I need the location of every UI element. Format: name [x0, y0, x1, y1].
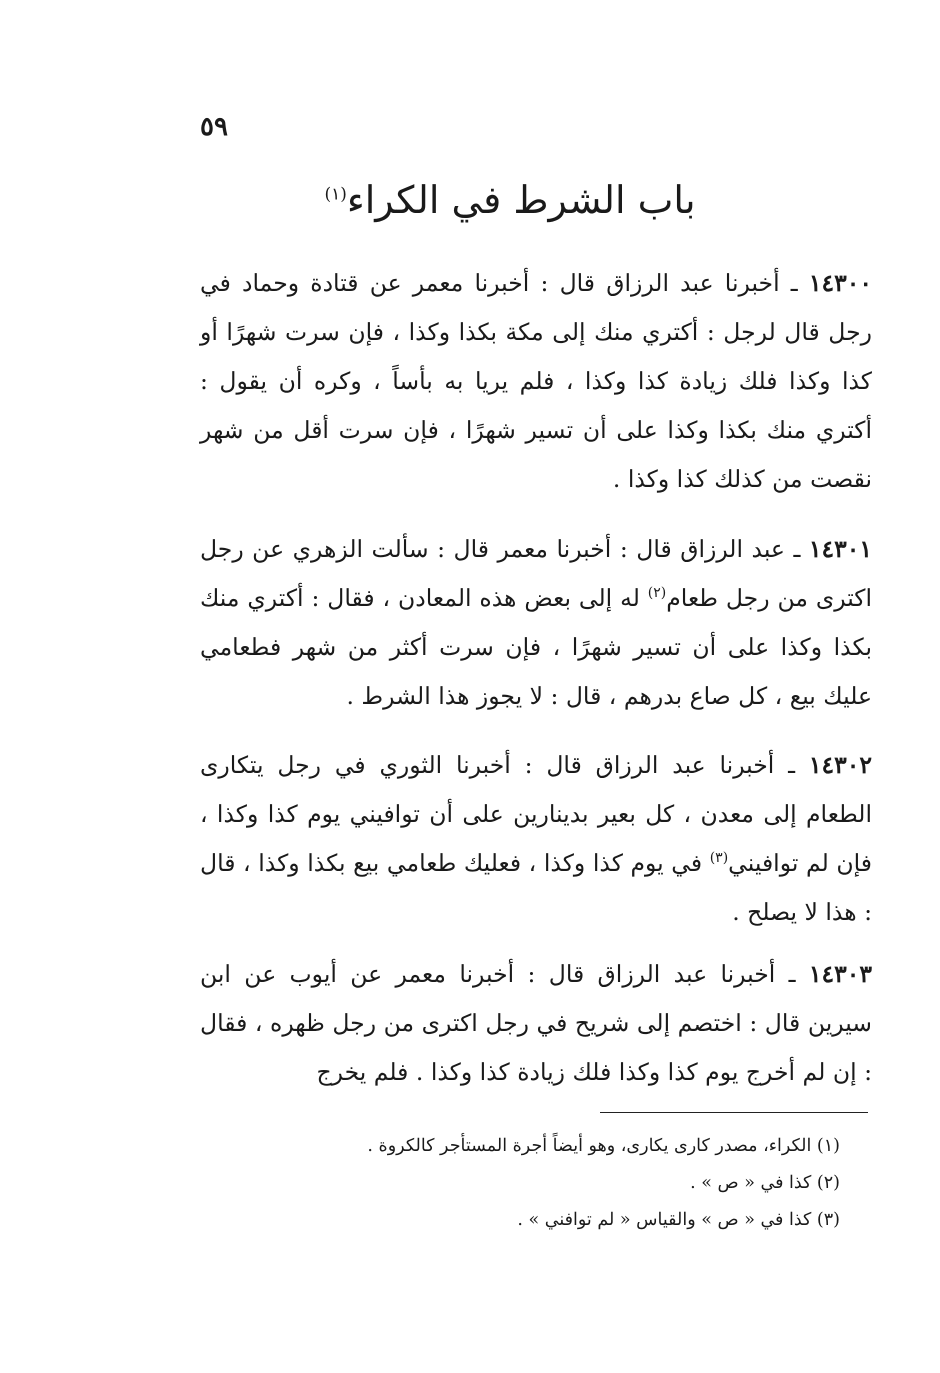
footnote-2: (٢) كذا في « ص » . [690, 1173, 840, 1193]
hadith-number: ١٤٣٠٣ [808, 960, 872, 988]
footnote-divider [600, 1112, 868, 1113]
footnotes-list [200, 1128, 840, 1239]
hadith-text-continued: له إلى بعض هذه المعادن ، فقال : أكتري منك بكذا وكذا على أن تسير شهرًا ، فإن سرت أكثر من شهر فطعامي عليك بيع ، كل صاع بدرهم ، قال : لا يجوز هذا الشرط . [200, 584, 872, 710]
hadith-number: ١٤٣٠٠ [808, 269, 872, 297]
hadith-number: ١٤٣٠٢ [808, 751, 872, 779]
hadith-text: ـ أخبرنا عبد الرزاق قال : أخبرنا معمر عن قتادة وحماد في رجل قال لرجل : أكتري منك إلى مكة بكذا وكذا ، فإن سرت شهرًا أو كذا وكذا فلك زيادة كذا وكذا ، فلم يريا به بأساً ، وكره أن يقول : أكتري منك بكذا وكذا على أن تسير شهرًا ، فإن سرت أقل من شهر نقصت من كذلك كذا وكذا . [200, 269, 872, 493]
footnote-ref-3: (٣) [709, 850, 729, 867]
footnote-ref-2: (٢) [647, 585, 667, 602]
hadith-paragraph-14303 [200, 950, 872, 1097]
hadith-text: ـ أخبرنا عبد الرزاق قال : أخبرنا الثوري في رجل يتكارى الطعام إلى معدن ، كل بعير بدينارين على أن توافيني يوم كذا وكذا ، فإن لم توافيني [200, 751, 873, 877]
hadith-text-continued: في يوم كذا وكذا ، فعليك طعامي بيع بكذا وكذا ، قال : هذا لا يصلح . [200, 849, 872, 926]
page-number: ٥٩ [200, 112, 228, 142]
hadith-paragraph-14301 [200, 525, 872, 721]
chapter-title-text: باب الشرط في الكراء [346, 178, 696, 222]
footnote-3: (٣) كذا في « ص » والقياس « لم توافني » . [517, 1210, 840, 1230]
hadith-text: ـ عبد الرزاق قال : أخبرنا معمر قال : سألت الزهري عن رجل اكترى من رجل طعام [200, 535, 873, 612]
hadith-text: ـ أخبرنا عبد الرزاق قال : أخبرنا معمر عن أيوب عن ابن سيرين قال : اختصم إلى شريح في رجل اكترى من رجل ظهره ، فقال : إن لم أخرج يوم كذا وكذا فلك زيادة كذا وكذا . فلم يخرج [200, 960, 872, 1086]
hadith-number: ١٤٣٠١ [808, 535, 872, 563]
hadith-paragraph-14300 [200, 259, 872, 504]
footnote-ref-1: (١) [324, 184, 347, 205]
hadith-paragraph-14302 [200, 741, 872, 937]
footnote-1: (١) الكراء، مصدر كارى يكارى، وهو أيضاً أجرة المستأجر كالكروة . [367, 1136, 840, 1156]
chapter-title [160, 178, 860, 222]
